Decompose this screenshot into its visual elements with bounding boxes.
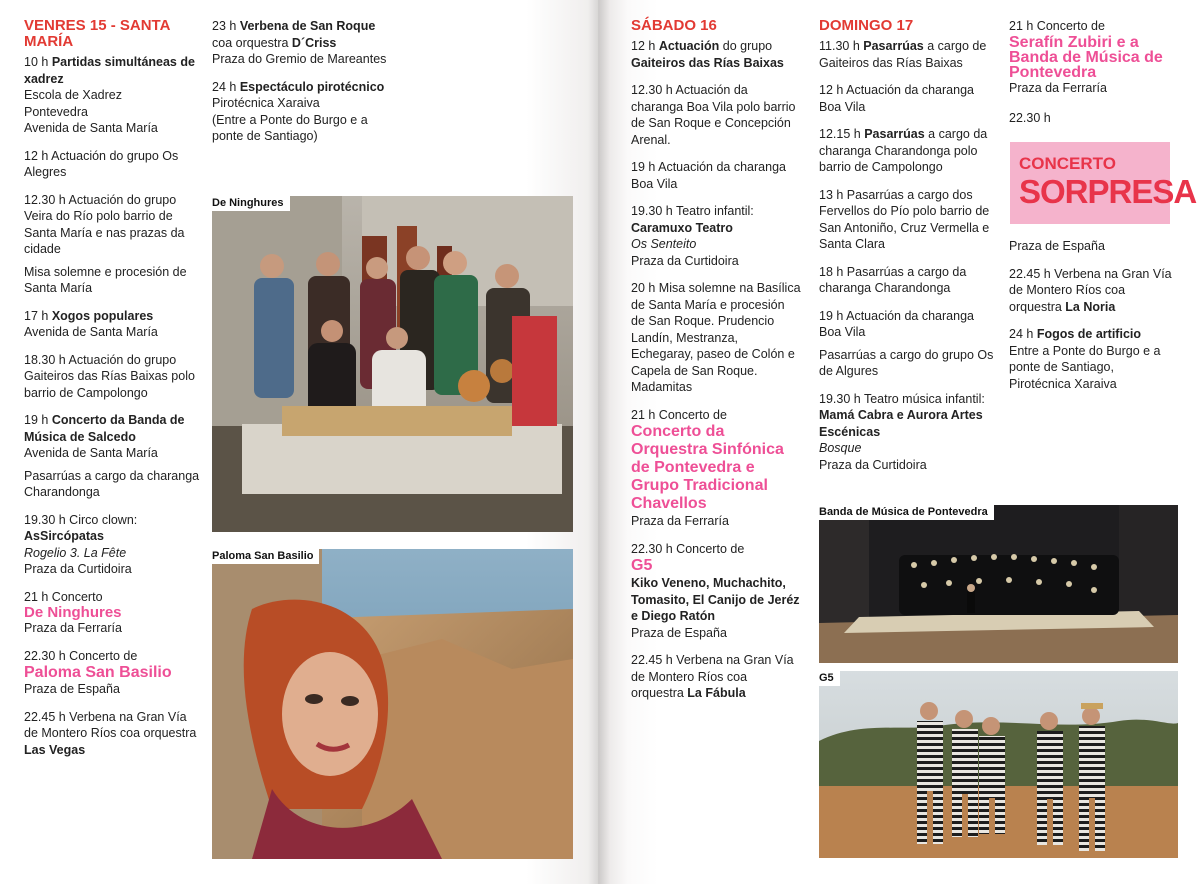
event-description: coa orquestra <box>212 35 289 50</box>
event-boa-vila-2: 19 h Actuación da charanga Boa Vila <box>819 308 974 339</box>
friday-column <box>24 18 202 769</box>
event-veira: 12.30 h Actuación do grupo Veira do Río polo barrio de Santa María e nas prazas da cidade <box>24 192 185 256</box>
photo-caption: Banda de Música de Pontevedra <box>819 505 994 520</box>
event-time: 24 h <box>1009 327 1034 341</box>
event-time: 24 h <box>212 79 237 94</box>
friday-column-2 <box>212 18 388 156</box>
event-zubiri <box>1009 18 1179 96</box>
sunday-column <box>819 18 999 484</box>
event-place: Praza da Ferraría <box>24 621 122 635</box>
event-time: 12 h <box>631 39 656 53</box>
event-teatro-musica <box>819 391 999 474</box>
event-place: Praza de España <box>24 682 120 696</box>
event-misa-san-roque: 20 h Misa solemne na Basílica de Santa María e procesión de San Roque. Prudencio Landín, Mestranza, Echegaray, paseo de Colón e Capela de San Roque. Madamitas <box>631 281 801 394</box>
event-orchestra: La Fábula <box>687 686 746 700</box>
event-g5 <box>631 541 801 642</box>
photo-de-ninghures <box>212 196 573 532</box>
event-fogos <box>1009 326 1179 392</box>
event-place: Praza da Ferraría <box>631 514 729 528</box>
event-place: Praza da Ferraría <box>1009 80 1107 95</box>
singer-portrait-photo <box>212 549 573 859</box>
event-organizer: Escola de Xadrez <box>24 88 122 102</box>
event-company: Caramuxo Teatro <box>631 220 733 235</box>
event-algures: Pasarrúas a cargo do grupo Os de Algures <box>819 347 994 378</box>
event-title: Actuación <box>658 39 720 53</box>
photo-caption: G5 <box>819 671 840 686</box>
saturday-column <box>631 18 801 713</box>
event-description: a cargo da charanga Charandonga polo barrio de Campolongo <box>819 127 988 174</box>
event-title: Partidas simultáneas de xadrez <box>24 55 195 86</box>
band-group-photo <box>212 196 573 532</box>
event-show: Os Senteito <box>631 237 697 251</box>
event-pasarruas-2 <box>819 126 999 176</box>
center-fold-shadow <box>588 0 610 884</box>
event-la-noria <box>1009 266 1179 316</box>
event-place: Praza do Gremio de Mareantes <box>212 52 387 66</box>
sunday-column-2 <box>1009 18 1179 138</box>
event-gaiteiros: 18.30 h Actuación do grupo Gaiteiros das Rías Baixas polo barrio de Campolongo <box>24 352 195 400</box>
event-place: Avenida de Santa María <box>24 446 158 460</box>
event-organizer-city: Pontevedra <box>24 104 88 119</box>
event-fervellos: 13 h Pasarrúas a cargo dos Fervellos do Pío polo barrio de San Antoniño, Cruz Vermella e Santa Clara <box>819 187 990 251</box>
photo-banda-musica <box>819 505 1178 663</box>
event-sorpresa-time: 22.30 h <box>1009 111 1051 125</box>
event-orchestra: Las Vegas <box>24 742 86 757</box>
event-xogos <box>24 308 202 341</box>
orchestra-stage-photo <box>819 505 1178 663</box>
event-title: Espectáculo pirotécnico <box>239 79 385 94</box>
event-boa-vila-2: 19 h Actuación da charanga Boa Vila <box>631 160 786 191</box>
event-time: 17 h <box>24 308 49 323</box>
event-company: Mamá Cabra e Aurora Artes Escénicas <box>819 408 983 439</box>
event-time: 12.15 h <box>819 127 861 141</box>
event-description: a cargo de Gaiteiros das Rías Baixas <box>819 39 987 70</box>
event-time: 11.30 h <box>819 39 860 53</box>
event-headline: G5 <box>631 557 653 574</box>
event-time: 23 h <box>212 19 237 33</box>
event-paloma <box>24 648 202 698</box>
event-fireworks <box>212 79 388 145</box>
event-time: 22.30 h Concerto de <box>631 541 745 556</box>
day-heading-sunday: DOMINGO 17 <box>819 17 914 34</box>
event-alegres: 12 h Actuación do grupo Os Alegres <box>24 148 179 179</box>
event-time: 19 h <box>24 413 49 427</box>
event-boa-vila-1: 12.30 h Actuación da charanga Boa Vila polo barrio de San Roque e Concepción Arenal. <box>631 83 796 147</box>
event-title: Pasarrúas <box>864 127 925 141</box>
event-circo <box>24 512 202 578</box>
event-title: Pasarrúas <box>863 39 924 53</box>
sunday-column-3 <box>1009 238 1179 403</box>
photo-caption: Paloma San Basilio <box>212 549 319 564</box>
event-description: 22.45 h Verbena na Gran Vía de Montero Ríos coa orquestra <box>1009 266 1172 314</box>
event-time: 10 h <box>24 55 49 69</box>
event-place: Praza da Curtidoira <box>631 253 739 268</box>
event-pasarruas-1 <box>819 38 999 71</box>
event-headline: Concerto da Orquestra Sinfónica de Pontevedra e Grupo Tradicional Chavellos <box>631 423 784 512</box>
badge-line-2: SORPRESA <box>1019 173 1197 210</box>
event-orchestra: La Noria <box>1065 299 1116 314</box>
event-boa-vila: 12 h Actuación da charanga Boa Vila <box>819 83 974 114</box>
event-place: Praza da Curtidoira <box>819 457 927 472</box>
event-misa-santa-maria: Misa solemne e procesión de Santa María <box>24 264 187 295</box>
event-headline: Paloma San Basilio <box>24 664 172 681</box>
event-headline: Serafín Zubiri e a Banda de Música de Pontevedra <box>1009 33 1163 81</box>
event-title: Xogos populares <box>51 308 154 323</box>
day-heading-friday: VENRES 15 - SANTA MARÍA <box>24 17 170 50</box>
event-pasarruas: Pasarrúas a cargo da charanga Charandonga <box>24 468 200 499</box>
event-time: 21 h Concerto de <box>1009 19 1105 33</box>
event-las-vegas <box>24 709 202 759</box>
event-show: Bosque <box>819 441 862 455</box>
event-company: AsSircópatas <box>24 529 104 543</box>
event-place: Praza de España <box>631 625 727 640</box>
event-la-fabula <box>631 652 801 702</box>
event-salcedo <box>24 412 202 462</box>
event-description: 19.30 h Teatro infantil: <box>631 204 754 218</box>
event-chess <box>24 54 202 137</box>
event-time: 22.30 h Concerto de <box>24 648 138 663</box>
event-time: 21 h Concerto <box>24 589 103 604</box>
badge-line-1: CONCERTO <box>1019 154 1116 173</box>
event-description: do grupo <box>722 39 773 53</box>
concerto-sorpresa-badge <box>1010 142 1197 224</box>
event-teatro-infantil <box>631 203 801 269</box>
event-charandonga: 18 h Pasarrúas a cargo da charanga Charandonga <box>819 264 967 295</box>
event-place: Entre a Ponte do Burgo e a ponte de Santiago, Pirotécnica Xaraiva <box>1009 343 1161 391</box>
event-artists: Kiko Veneno, Muchachito, Tomasito, El Canijo de Jeréz e Diego Ratón <box>631 576 800 623</box>
event-place: Avenida de Santa María <box>24 325 158 339</box>
event-place: Praza da Curtidoira <box>24 562 132 576</box>
event-description: 19.30 h Circo clown: <box>24 512 138 527</box>
event-group: Gaiteiros das Rías Baixas <box>631 55 784 70</box>
event-gaiteiros-saturday <box>631 38 801 71</box>
event-ninghures <box>24 589 202 637</box>
event-description: 22.45 h Verbena na Gran Vía de Montero Ríos coa orquestra <box>24 709 197 740</box>
event-orchestra: D´Criss <box>291 35 337 50</box>
g5-band-photo <box>819 671 1178 858</box>
event-time: 21 h Concerto de <box>631 407 727 422</box>
event-title: Verbena de San Roque <box>239 19 376 33</box>
photo-caption: De Ninghures <box>212 196 290 211</box>
event-place: (Entre a Ponte do Burgo e a ponte de Santiago) <box>212 112 368 143</box>
day-heading-saturday: SÁBADO 16 <box>631 17 717 34</box>
event-company: Pirotécnica Xaraiva <box>212 96 320 110</box>
photo-g5 <box>819 671 1178 858</box>
event-show: Rogelio 3. La Fête <box>24 545 127 560</box>
event-description: 22.45 h Verbena na Gran Vía de Montero Ríos coa orquestra <box>631 653 794 700</box>
event-sorpresa-place: Praza de España <box>1009 239 1105 253</box>
event-sinfonica <box>631 407 801 530</box>
photo-paloma-san-basilio <box>212 549 573 859</box>
event-san-roque <box>212 18 388 68</box>
event-title: Fogos de artificio <box>1036 327 1142 341</box>
event-headline: De Ninghures <box>24 604 122 621</box>
event-title: Concerto da Banda de Música de Salcedo <box>24 413 185 444</box>
event-place: Avenida de Santa María <box>24 121 158 135</box>
event-description: 19.30 h Teatro música infantil: <box>819 391 985 406</box>
